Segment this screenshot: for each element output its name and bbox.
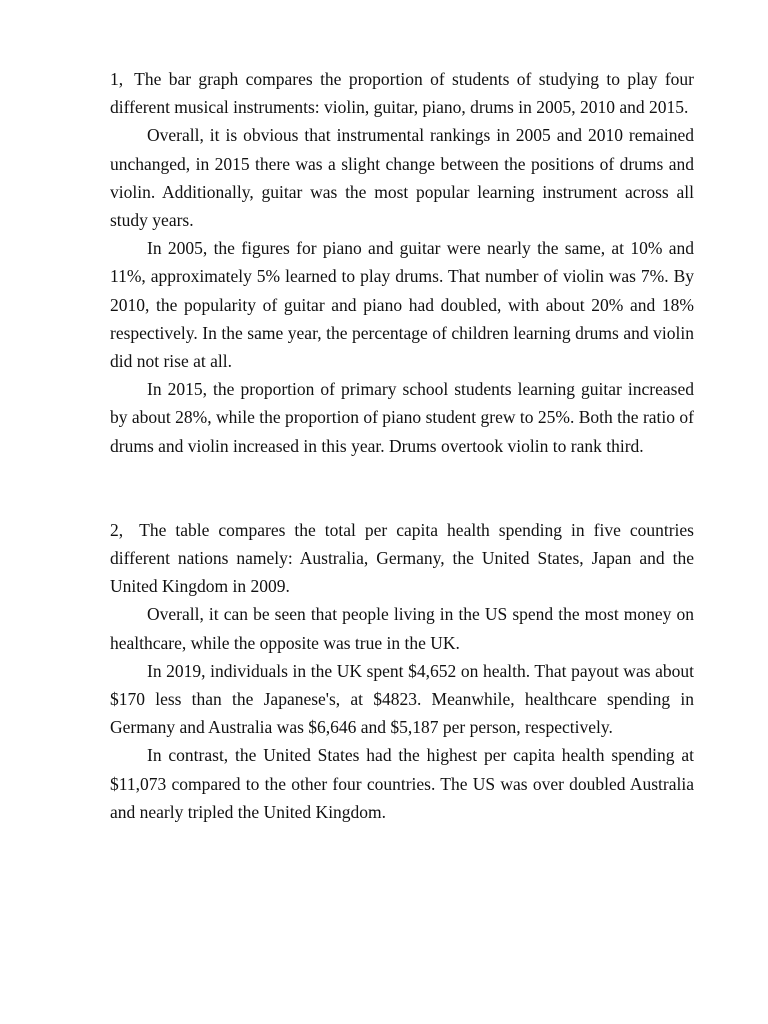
essay-section-2 bbox=[110, 516, 694, 826]
section-2-paragraph-1: The table compares the total per capita health spending in five countries different nations namely: Australia, Germany, the United States, Japan and the United Kingdom in 2009. bbox=[110, 519, 694, 597]
document-page bbox=[110, 65, 694, 826]
section-1-paragraph-2: Overall, it is obvious that instrumental rankings in 2005 and 2010 remained unchanged, in 2015 there was a slight change between the positions of drums and violin. Additionally, guitar was the most popular learning instrument across all study years. bbox=[110, 125, 694, 231]
section-1-paragraph-3: In 2005, the figures for piano and guitar were nearly the same, at 10% and 11%, approximately 5% learned to play drums. That number of violin was 7%. By 2010, the popularity of guitar and piano had doubled, with about 20% and 18% respectively. In the same year, the percentage of children learning drums and violin did not rise at all. bbox=[110, 238, 694, 372]
section-1-paragraph-4: In 2015, the proportion of primary school students learning guitar increased by about 28%, while the proportion of piano student grew to 25%. Both the ratio of drums and violin increased in this year. Drums overtook violin to rank third. bbox=[110, 379, 694, 456]
section-2-paragraph-2: Overall, it can be seen that people living in the US spend the most money on healthcare, while the opposite was true in the UK. bbox=[110, 604, 694, 653]
section-2-intro-paragraph bbox=[110, 516, 694, 601]
section-2-paragraph-4: In contrast, the United States had the highest per capita health spending at $11,073 compared to the other four countries. The US was over doubled Australia and nearly tripled the United Kingdom. bbox=[110, 745, 694, 822]
section-2-number: 2, bbox=[110, 519, 124, 540]
section-2-paragraph-3: In 2019, individuals in the UK spent $4,652 on health. That payout was about $170 less than the Japanese's, at $4823. Meanwhile, healthcare spending in Germany and Australia was $6,646 and $5,187 per person, respectively. bbox=[110, 660, 694, 738]
essay-section-1 bbox=[110, 65, 694, 460]
section-1-number: 1, bbox=[110, 69, 124, 89]
section-1-paragraph-1: The bar graph compares the proportion of students of studying to play four different musical instruments: violin, guitar, piano, drums in 2005, 2010 and 2015. bbox=[110, 69, 694, 118]
section-1-intro-paragraph bbox=[110, 65, 694, 121]
